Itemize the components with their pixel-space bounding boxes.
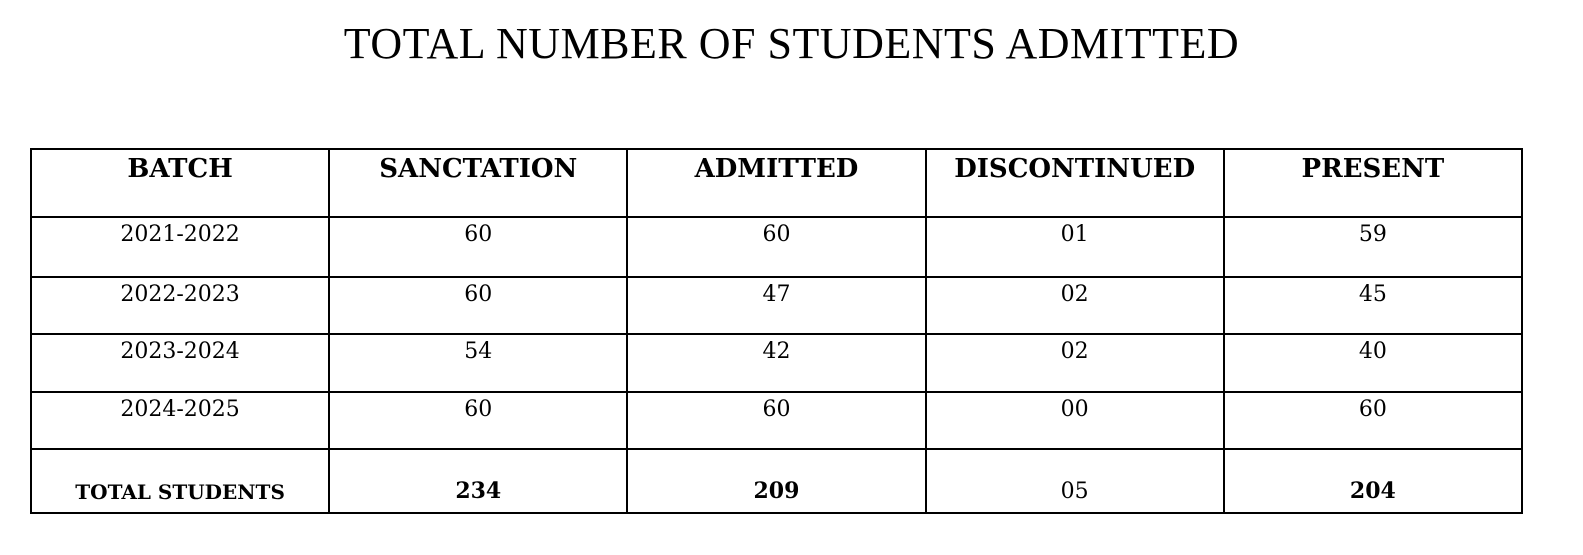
header-present: PRESENT [1224,149,1522,217]
cell-discontinued: 01 [926,217,1224,277]
cell-admitted: 60 [627,217,925,277]
cell-batch: 2024-2025 [31,392,329,449]
cell-discontinued: 02 [926,277,1224,334]
cell-batch: 2022-2023 [31,277,329,334]
cell-admitted: 60 [627,392,925,449]
table-row [31,277,1522,334]
total-present: 204 [1224,449,1522,513]
cell-sanctation: 60 [329,277,627,334]
total-admitted: 209 [627,449,925,513]
cell-discontinued: 02 [926,334,1224,392]
cell-present: 40 [1224,334,1522,392]
table-row [31,334,1522,392]
cell-sanctation: 54 [329,334,627,392]
table-row [31,392,1522,449]
cell-present: 45 [1224,277,1522,334]
header-batch: BATCH [31,149,329,217]
table-row [31,217,1522,277]
total-label: TOTAL STUDENTS [31,449,329,513]
total-sanctation: 234 [329,449,627,513]
header-sanctation: SANCTATION [329,149,627,217]
header-admitted: ADMITTED [627,149,925,217]
cell-batch: 2021-2022 [31,217,329,277]
cell-admitted: 47 [627,277,925,334]
cell-present: 59 [1224,217,1522,277]
students-admitted-table [30,148,1523,514]
cell-admitted: 42 [627,334,925,392]
header-discontinued: DISCONTINUED [926,149,1224,217]
cell-discontinued: 00 [926,392,1224,449]
cell-sanctation: 60 [329,217,627,277]
table-header-row [31,149,1522,217]
total-discontinued: 05 [926,449,1224,513]
cell-present: 60 [1224,392,1522,449]
cell-sanctation: 60 [329,392,627,449]
cell-batch: 2023-2024 [31,334,329,392]
total-row [31,449,1522,513]
page-title: TOTAL NUMBER OF STUDENTS ADMITTED [343,19,1240,68]
